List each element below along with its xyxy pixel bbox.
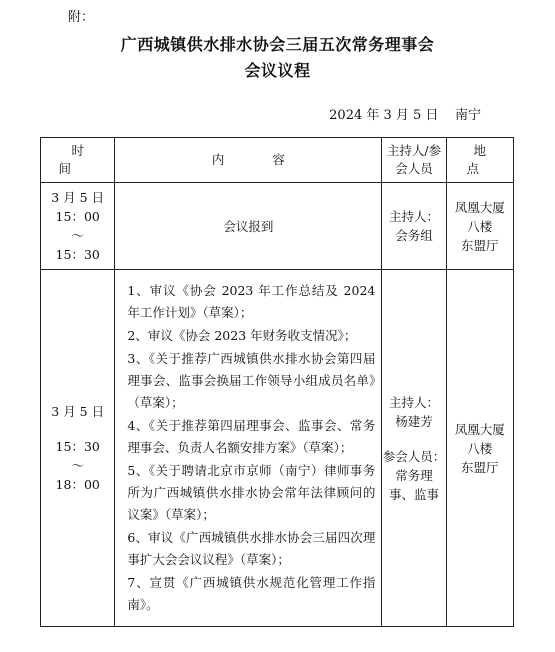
host-cell: 主持人： 会务组 (382, 183, 446, 270)
list-item: 1、审议《协会 2023 年工作总结及 2024 年工作计划》（草案）； (127, 282, 376, 320)
meeting-city: 南宁 (454, 108, 481, 123)
document-subtitle: 会议议程 (244, 61, 311, 80)
table-row (41, 183, 514, 270)
agenda-table (40, 137, 514, 627)
list-item: 3、《关于推荐广西城镇供水排水协会第四届理事会、监事会换届工作领导小组成员名单》（草案）； (127, 350, 376, 410)
header-host: 主持人/参 会人员 (382, 138, 446, 183)
table-header-row (41, 138, 514, 183)
header-content: 内容 (115, 138, 382, 183)
place-cell: 凤凰大厦 八楼 东盟厅 (446, 183, 513, 270)
content-cell (115, 270, 382, 627)
date-location-line (329, 104, 481, 123)
list-item: 6、审议《广西城镇供水排水协会三届四次理事扩大会会议议程》（草案）； (127, 529, 376, 567)
header-place: 地点 (446, 138, 513, 183)
list-item: 7、宣贯《广西城镇供水规范化管理工作指南》。 (127, 574, 376, 612)
place-cell: 凤凰大厦 八楼 东盟厅 (446, 270, 513, 627)
meeting-date: 2024 年 3 月 5 日 (329, 108, 439, 123)
document-title: 广西城镇供水排水协会三届五次常务理事会 (120, 35, 435, 54)
host-cell: 主持人： 杨建芳 参会人员： 常务理 事、监事 (382, 270, 446, 627)
content-cell: 会议报到 (115, 183, 382, 270)
list-item: 5、《关于聘请北京市京师（南宁）律师事务所为广西城镇供水排水协会常年法律顾问的议案》（草案）； (127, 462, 376, 522)
attachment-label: 附： (68, 10, 95, 25)
agenda-items (115, 274, 381, 623)
time-cell: 3 月 5 日 15：30 ～ 18：00 (41, 270, 115, 627)
list-item: 2、审议《协会 2023 年财务收支情况》； (127, 327, 357, 343)
list-item: 4、《关于推荐第四届理事会、监事会、常务理事会、负责人名额安排方案》（草案）； (127, 417, 376, 455)
header-time: 时间 (41, 138, 115, 183)
time-cell: 3 月 5 日 15：00 ～ 15：30 (41, 183, 115, 270)
table-row (41, 270, 514, 627)
